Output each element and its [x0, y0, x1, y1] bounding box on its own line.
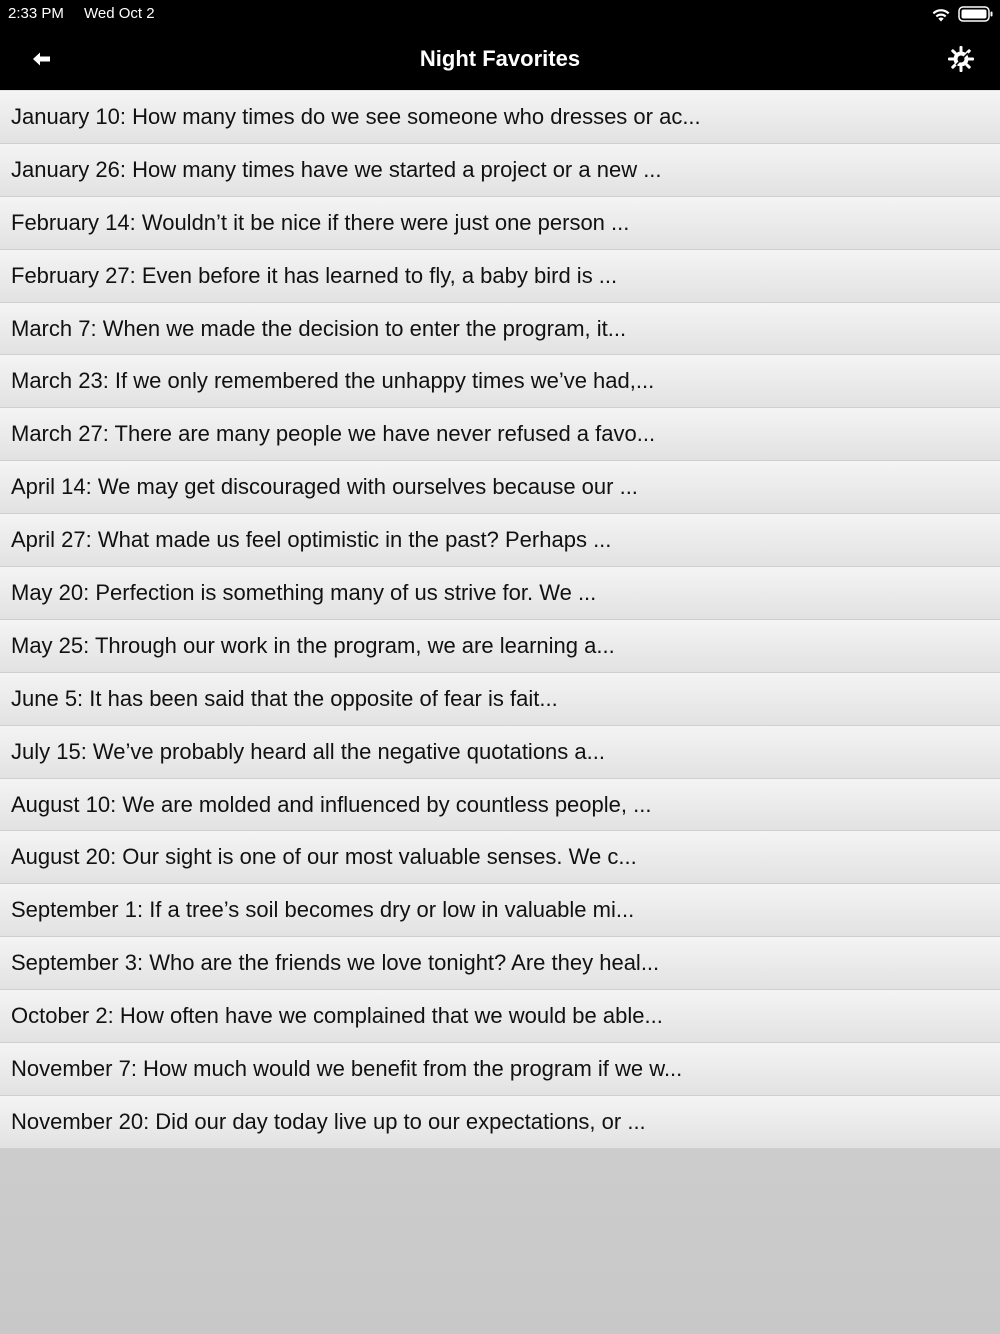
list-item[interactable]: March 7: When we made the decision to enter the program, it...: [0, 303, 1000, 356]
list-item[interactable]: October 2: How often have we complained that we would be able...: [0, 990, 1000, 1043]
list-item[interactable]: February 27: Even before it has learned to fly, a baby bird is ...: [0, 250, 1000, 303]
battery-icon: [958, 6, 994, 22]
list-item[interactable]: July 15: We’ve probably heard all the negative quotations a...: [0, 726, 1000, 779]
status-time: 2:33 PM: [8, 5, 64, 22]
navigation-bar: [0, 28, 1000, 90]
list-item[interactable]: August 10: We are molded and influenced by countless people, ...: [0, 779, 1000, 832]
list-item[interactable]: March 27: There are many people we have never refused a favo...: [0, 408, 1000, 461]
status-date: Wed Oct 2: [84, 5, 155, 22]
list-item[interactable]: February 14: Wouldn’t it be nice if there were just one person ...: [0, 197, 1000, 250]
list-item[interactable]: March 23: If we only remembered the unhappy times we’ve had,...: [0, 355, 1000, 408]
list-item[interactable]: April 14: We may get discouraged with ourselves because our ...: [0, 461, 1000, 514]
settings-button[interactable]: [944, 42, 978, 76]
list-item[interactable]: June 5: It has been said that the opposite of fear is fait...: [0, 673, 1000, 726]
list-item[interactable]: May 20: Perfection is something many of us strive for. We ...: [0, 567, 1000, 620]
back-button[interactable]: [20, 40, 64, 78]
gear-icon: [947, 45, 975, 73]
status-bar: [0, 0, 1000, 28]
list-item[interactable]: April 27: What made us feel optimistic in the past? Perhaps ...: [0, 514, 1000, 567]
list-item[interactable]: November 7: How much would we benefit from the program if we w...: [0, 1043, 1000, 1096]
favorites-list: [0, 91, 1000, 1149]
list-item[interactable]: January 10: How many times do we see someone who dresses or ac...: [0, 91, 1000, 144]
wifi-icon: [930, 5, 952, 23]
list-item[interactable]: May 25: Through our work in the program, we are learning a...: [0, 620, 1000, 673]
list-item[interactable]: August 20: Our sight is one of our most valuable senses. We c...: [0, 831, 1000, 884]
list-item[interactable]: November 20: Did our day today live up to our expectations, or ...: [0, 1096, 1000, 1149]
page-title: Night Favorites: [419, 46, 581, 71]
back-arrow-icon: [32, 51, 52, 67]
list-item[interactable]: September 1: If a tree’s soil becomes dry or low in valuable mi...: [0, 884, 1000, 937]
list-item[interactable]: January 26: How many times have we started a project or a new ...: [0, 144, 1000, 197]
list-item[interactable]: September 3: Who are the friends we love tonight? Are they heal...: [0, 937, 1000, 990]
